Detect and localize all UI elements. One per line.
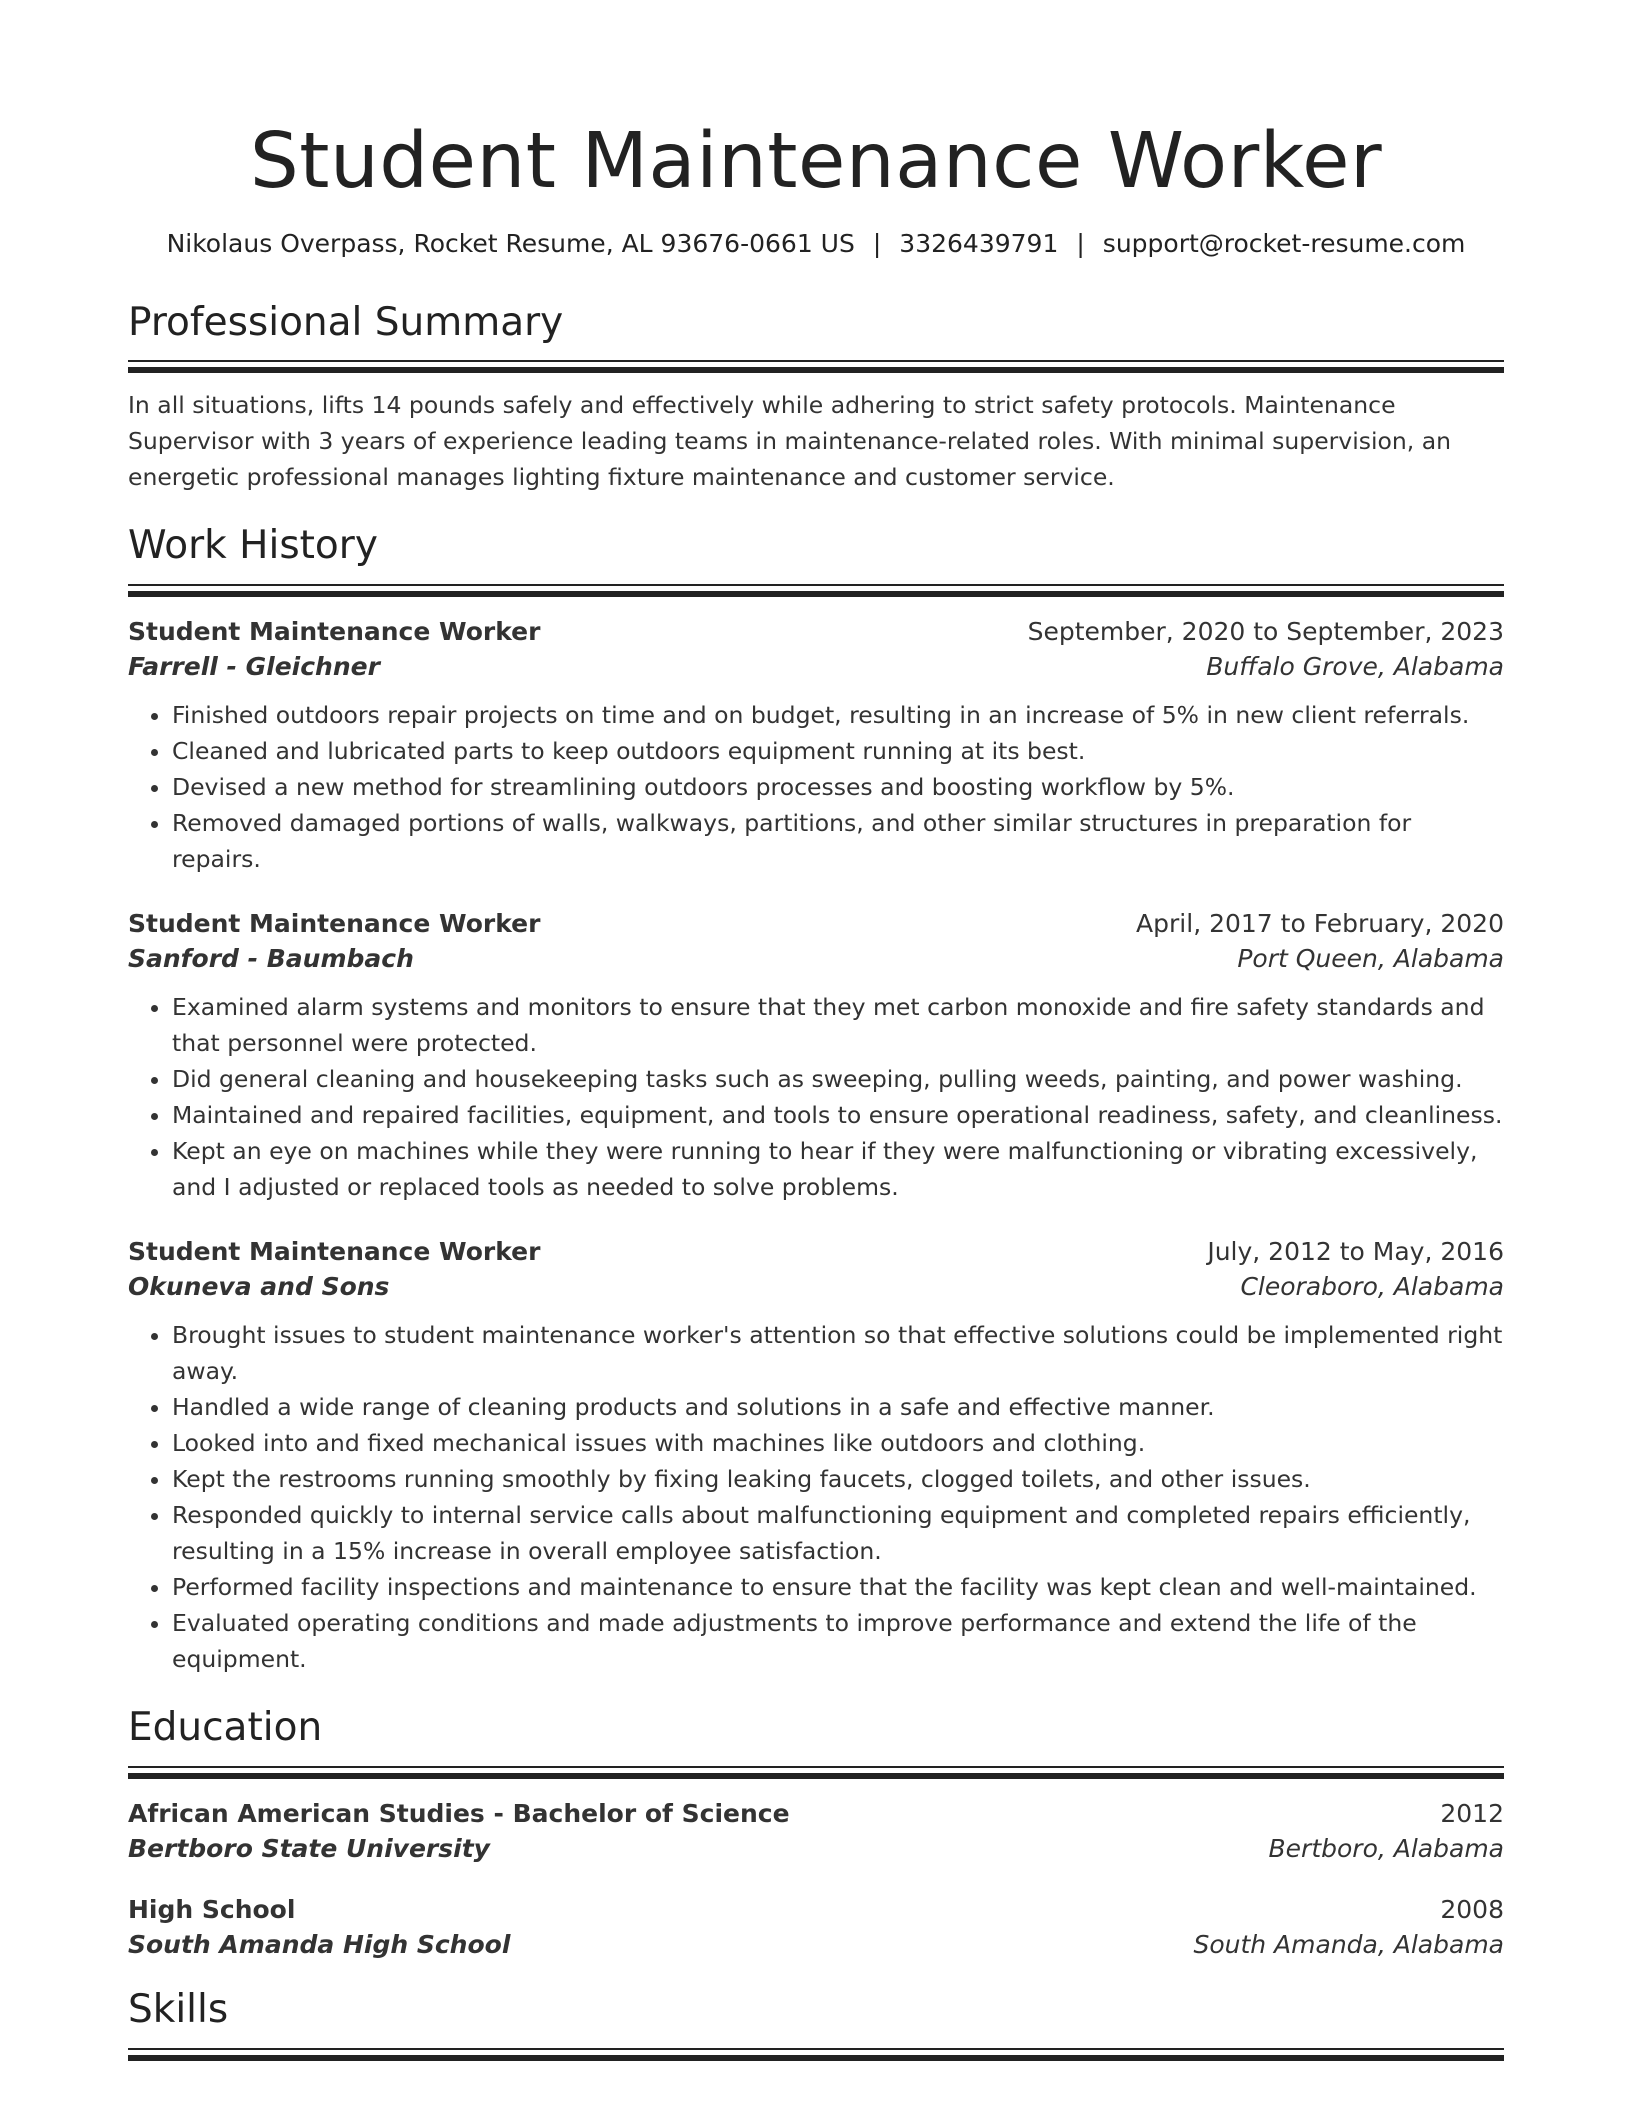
education-location: South Amanda, Alabama (1193, 1930, 1504, 1960)
job-bullet: • Kept the restrooms running smoothly by fixing leaking faucets, clogged toilets, and other issues. (172, 1461, 1504, 1497)
job-bullet: • Removed damaged portions of walls, walkways, partitions, and other similar structures in preparation for repairs. (172, 805, 1504, 877)
job-bullet: • Examined alarm systems and monitors to ensure that they met carbon monoxide and fire safety standards and that personnel were protected. (172, 989, 1504, 1061)
job-bullets (128, 989, 1504, 1205)
summary-section (128, 300, 1504, 496)
job-entry (128, 1237, 1504, 1677)
job-entry (128, 909, 1504, 1205)
section-rule (128, 360, 1504, 362)
education-degree: African American Studies - Bachelor of Science (128, 1799, 790, 1829)
job-bullet: • Cleaned and lubricated parts to keep outdoors equipment running at its best. (172, 733, 1504, 769)
education-entry (128, 1799, 1504, 1863)
job-bullet: • Handled a wide range of cleaning products and solutions in a safe and effective manner. (172, 1389, 1504, 1425)
job-dates: July, 2012 to May, 2016 (1207, 1237, 1504, 1267)
job-bullet: • Performed facility inspections and maintenance to ensure that the facility was kept clean and well-maintained. (172, 1569, 1504, 1605)
section-title-summary: Professional Summary (128, 299, 564, 345)
section-title-skills: Skills (128, 1987, 229, 2033)
section-rule (128, 584, 1504, 586)
education-section (128, 1705, 1504, 1959)
job-bullet: • Finished outdoors repair projects on time and on budget, resulting in an increase of 5% in new client referrals. (172, 697, 1504, 733)
job-bullet: • Responded quickly to internal service calls about malfunctioning equipment and completed repairs efficiently, resulting in a 15% increase in overall employee satisfaction. (172, 1497, 1504, 1569)
resume-name: Student Maintenance Worker (249, 117, 1383, 206)
contact-email: support@rocket-resume.com (1102, 228, 1466, 258)
job-bullet: • Looked into and fixed mechanical issues with machines like outdoors and clothing. (172, 1425, 1504, 1461)
job-dates: April, 2017 to February, 2020 (1136, 909, 1504, 939)
job-title: Student Maintenance Worker (128, 617, 541, 647)
job-dates: September, 2020 to September, 2023 (1027, 617, 1504, 647)
education-year: 2008 (1440, 1895, 1504, 1925)
education-year: 2012 (1440, 1799, 1504, 1829)
job-bullet: • Devised a new method for streamlining outdoors processes and boosting workflow by 5%. (172, 769, 1504, 805)
job-location: Cleoraboro, Alabama (1240, 1272, 1504, 1302)
section-title-work-history: Work History (128, 523, 378, 569)
section-title-education: Education (128, 1705, 323, 1751)
summary-text: In all situations, lifts 14 pounds safely and effectively while adhering to strict safety protocols. Maintenance Supervisor with 3 years of experience leading teams in maintenance-related roles. With minimal supervision, an energetic professional manages lighting fixture maintenance and customer service. (128, 391, 1452, 492)
work-history-section (128, 523, 1504, 1677)
section-rule (128, 2048, 1504, 2050)
education-school: South Amanda High School (128, 1930, 511, 1960)
job-company: Okuneva and Sons (128, 1272, 390, 1302)
job-bullet: • Brought issues to student maintenance worker's attention so that effective solutions could be implemented right away. (172, 1317, 1504, 1389)
job-bullet: • Evaluated operating conditions and made adjustments to improve performance and extend the life of the equipment. (172, 1605, 1504, 1677)
section-rule-thick (128, 367, 1504, 373)
contact-address: Nikolaus Overpass, Rocket Resume, AL 93676-0661 US (166, 228, 855, 258)
contact-separator: | (1076, 228, 1085, 258)
section-rule-thick (128, 591, 1504, 597)
education-entry (128, 1895, 1504, 1959)
job-company: Farrell - Gleichner (128, 652, 380, 682)
section-rule-thick (128, 2055, 1504, 2061)
job-bullet: • Maintained and repaired facilities, equipment, and tools to ensure operational readiness, safety, and cleanliness. (172, 1097, 1504, 1133)
job-bullets (128, 697, 1504, 877)
job-location: Buffalo Grove, Alabama (1206, 652, 1504, 682)
job-bullets (128, 1317, 1504, 1677)
skills-section (128, 1987, 1504, 2061)
contact-phone: 3326439791 (899, 228, 1059, 258)
job-location: Port Queen, Alabama (1237, 944, 1504, 974)
job-company: Sanford - Baumbach (128, 944, 414, 974)
job-bullet: • Kept an eye on machines while they were running to hear if they were malfunctioning or vibrating excessively, and I adjusted or replaced tools as needed to solve problems. (172, 1133, 1504, 1205)
contact-separator: | (872, 228, 882, 258)
job-entry (128, 617, 1504, 877)
job-bullet: • Did general cleaning and housekeeping tasks such as sweeping, pulling weeds, painting, and power washing. (172, 1061, 1504, 1097)
section-rule (128, 1766, 1504, 1768)
job-title: Student Maintenance Worker (128, 909, 541, 939)
resume-page (128, 0, 1504, 2061)
education-school: Bertboro State University (128, 1834, 490, 1864)
education-degree: High School (128, 1895, 296, 1925)
contact-line (128, 229, 1504, 258)
job-title: Student Maintenance Worker (128, 1237, 541, 1267)
education-location: Bertboro, Alabama (1268, 1834, 1504, 1864)
section-rule-thick (128, 1773, 1504, 1779)
